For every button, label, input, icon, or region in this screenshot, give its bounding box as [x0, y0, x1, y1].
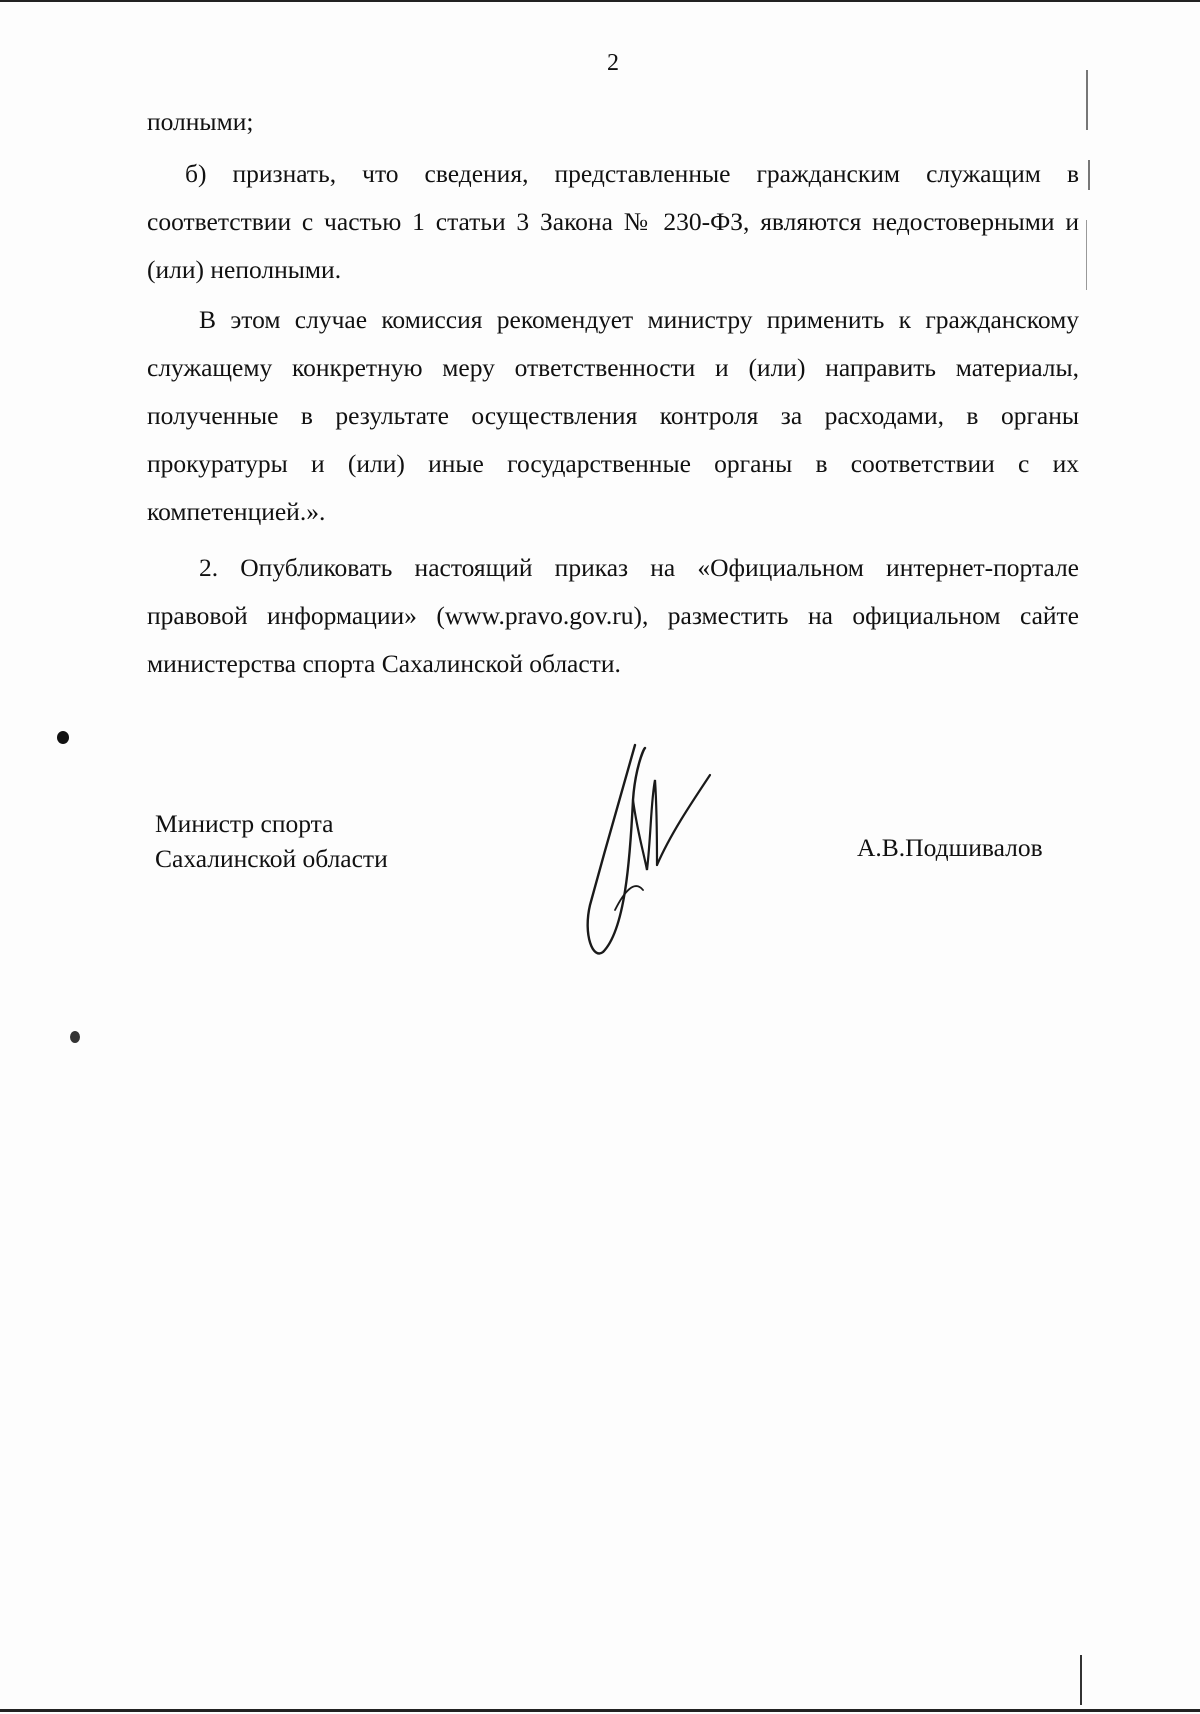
scan-margin-mark	[1088, 160, 1090, 190]
scan-speck	[70, 1031, 80, 1043]
page-number: 2	[607, 50, 619, 76]
signatory-title	[155, 806, 388, 876]
scan-margin-mark	[1086, 70, 1088, 130]
signatory-title-line-1: Министр спорта	[155, 809, 334, 838]
paragraph-commission-recommendation: В этом случае комиссия рекомендует министру применить к гражданскому служащему конкретную меру ответственности и (или) направить материалы, полученные в результате осуществления контроля за расходами, в органы прокуратуры и (или) иные государственные органы в соответствии с их компетенцией.».	[147, 305, 1079, 526]
paragraph-continuation: полными;	[147, 107, 254, 136]
paragraph-item-b: б) признать, что сведения, представленные гражданским служащим в соответствии с частью 1 статьи 3 Закона № 230-ФЗ, являются недостоверными и (или) неполными.	[147, 159, 1079, 284]
scan-margin-mark	[1080, 1655, 1082, 1705]
scan-edge-top	[0, 0, 1200, 2]
handwritten-signature	[585, 740, 715, 965]
signatory-name: А.В.Подшивалов	[857, 833, 1043, 862]
scan-edge-bottom	[0, 1709, 1200, 1712]
paragraph-publication-order: 2. Опубликовать настоящий приказ на «Официальном интернет-портале правовой информации» (www.pravo.gov.ru), разместить на официальном сайте министерства спорта Сахалинской области.	[147, 553, 1079, 678]
scan-margin-mark	[1086, 220, 1087, 290]
signatory-title-line-2: Сахалинской области	[155, 844, 388, 873]
scan-speck	[57, 731, 69, 744]
